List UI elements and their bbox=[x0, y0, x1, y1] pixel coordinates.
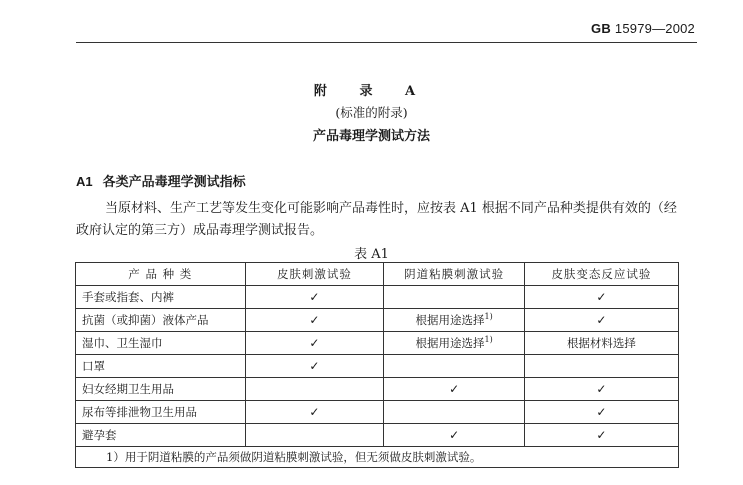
table-row bbox=[76, 378, 679, 401]
standard-number bbox=[591, 21, 695, 36]
table-row bbox=[76, 401, 679, 424]
standard-prefix: GB bbox=[591, 21, 611, 36]
skin-irritation-cell bbox=[245, 378, 384, 401]
check-mark-icon: ✓ bbox=[449, 428, 460, 442]
skin-allergy-cell bbox=[524, 332, 678, 355]
product-type-cell: 口罩 bbox=[76, 355, 246, 378]
check-mark-icon: ✓ bbox=[309, 336, 320, 350]
check-mark-icon: ✓ bbox=[309, 313, 320, 327]
appendix-title: 附 录 A bbox=[313, 84, 430, 99]
table-row bbox=[76, 309, 679, 332]
header-cell: 产 品 种 类 bbox=[76, 263, 246, 286]
check-mark-icon: ✓ bbox=[309, 405, 320, 419]
table-row bbox=[76, 355, 679, 378]
table-row bbox=[76, 286, 679, 309]
skin-allergy-cell bbox=[524, 378, 678, 401]
check-mark-icon: ✓ bbox=[596, 382, 607, 396]
skin-allergy-cell bbox=[524, 309, 678, 332]
section-title bbox=[76, 171, 246, 190]
table-footnote-row bbox=[76, 447, 679, 468]
vaginal-mucosa-cell bbox=[384, 286, 525, 309]
skin-irritation-cell bbox=[245, 401, 384, 424]
check-mark-icon: ✓ bbox=[309, 359, 320, 373]
check-mark-icon: ✓ bbox=[596, 428, 607, 442]
skin-allergy-cell bbox=[524, 401, 678, 424]
vaginal-mucosa-cell bbox=[384, 355, 525, 378]
skin-irritation-cell bbox=[245, 332, 384, 355]
table-row bbox=[76, 424, 679, 447]
skin-allergy-cell bbox=[524, 424, 678, 447]
header-rule bbox=[76, 42, 697, 43]
appendix-subtitle: (标准的附录) bbox=[335, 105, 408, 120]
cell-text: 根据材料选择 bbox=[566, 336, 636, 350]
table-footnote: 1）用于阴道粘膜的产品须做阴道粘膜刺激试验，但无须做皮肤刺激试验。 bbox=[76, 447, 679, 468]
product-type-cell: 手套或指套、内裤 bbox=[76, 286, 246, 309]
section-number: A1 bbox=[76, 174, 93, 189]
test-table bbox=[75, 262, 679, 468]
vaginal-mucosa-cell bbox=[384, 332, 525, 355]
vaginal-mucosa-cell bbox=[384, 424, 525, 447]
skin-irritation-cell bbox=[245, 309, 384, 332]
standard-code: 15979—2002 bbox=[614, 21, 695, 36]
header-cell: 皮肤刺激试验 bbox=[245, 263, 384, 286]
vaginal-mucosa-cell bbox=[384, 378, 525, 401]
table-row bbox=[76, 332, 679, 355]
check-mark-icon: ✓ bbox=[596, 405, 607, 419]
table-header-row bbox=[76, 263, 679, 286]
section-title-text: 各类产品毒理学测试指标 bbox=[102, 175, 246, 190]
vaginal-mucosa-cell bbox=[384, 401, 525, 424]
check-mark-icon: ✓ bbox=[596, 290, 607, 304]
check-mark-icon: ✓ bbox=[596, 313, 607, 327]
product-type-cell: 尿布等排泄物卫生用品 bbox=[76, 401, 246, 424]
product-type-cell: 湿巾、卫生湿巾 bbox=[76, 332, 246, 355]
skin-allergy-cell bbox=[524, 286, 678, 309]
footnote-ref: 1) bbox=[484, 335, 493, 345]
product-type-cell: 妇女经期卫生用品 bbox=[76, 378, 246, 401]
table-caption: 表 A1 bbox=[354, 247, 389, 262]
vaginal-mucosa-cell bbox=[384, 309, 525, 332]
skin-irritation-cell bbox=[245, 355, 384, 378]
section-paragraph: 当原材料、生产工艺等发生变化可能影响产品毒性时，应按表 A1 根据不同产品种类提供有效的（经政府认定的第三方）成品毒理学测试报告。 bbox=[76, 201, 677, 238]
product-type-cell: 抗菌（或抑菌）液体产品 bbox=[76, 309, 246, 332]
cell-text: 根据用途选择 bbox=[415, 336, 485, 350]
check-mark-icon: ✓ bbox=[309, 290, 320, 304]
footnote-ref: 1) bbox=[484, 312, 493, 322]
header-cell: 阴道粘膜刺激试验 bbox=[384, 263, 525, 286]
cell-text: 根据用途选择 bbox=[415, 313, 485, 327]
check-mark-icon: ✓ bbox=[449, 382, 460, 396]
skin-irritation-cell bbox=[245, 424, 384, 447]
skin-irritation-cell bbox=[245, 286, 384, 309]
skin-allergy-cell bbox=[524, 355, 678, 378]
product-type-cell: 避孕套 bbox=[76, 424, 246, 447]
appendix-heading: 产品毒理学测试方法 bbox=[312, 129, 430, 144]
header-cell: 皮肤变态反应试验 bbox=[524, 263, 678, 286]
